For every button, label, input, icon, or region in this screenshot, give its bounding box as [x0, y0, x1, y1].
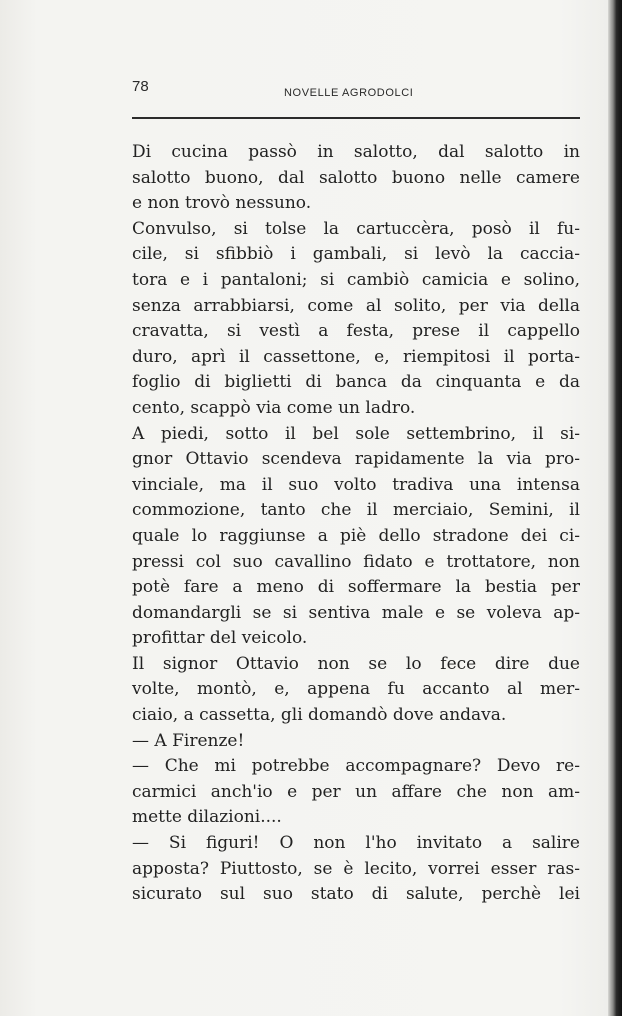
text-line: commozione, tanto che il merciaio, Semini, il [132, 500, 580, 521]
text-line: — Si figuri! O non l'ho invitato a salire [132, 833, 580, 854]
text-line: sicurato sul suo stato di salute, perchè lei [132, 884, 580, 905]
text-line: mette dilazioni.... [132, 807, 282, 828]
text-line: apposta? Piuttosto, se è lecito, vorrei esser ras- [132, 858, 580, 879]
text-line: volte, montò, e, appena fu accanto al mer- [132, 679, 580, 700]
text-line: domandargli se si sentiva male e se voleva ap- [132, 602, 580, 623]
text-line: profittar del veicolo. [132, 628, 308, 649]
text-line: duro, aprì il cassettone, e, riempitosi il porta- [132, 346, 580, 367]
text-line: Convulso, si tolse la cartuccèra, posò il fu- [132, 218, 580, 239]
text-line: gnor Ottavio scendeva rapidamente la via pro- [132, 449, 580, 470]
page-number: 78 [132, 78, 149, 95]
text-line: cile, si sfibbiò i gambali, si levò la caccia- [132, 244, 580, 265]
text-line: Il signor Ottavio non se lo fece dire due [132, 653, 580, 674]
header-rule [132, 117, 580, 119]
text-line: vinciale, ma il suo volto tradiva una intensa [132, 474, 580, 495]
body-text [132, 140, 580, 908]
text-line: salotto buono, dal salotto buono nelle camere [132, 167, 580, 188]
text-line: ciaio, a cassetta, gli domandò dove andava. [132, 705, 507, 726]
text-line: e non trovò nessuno. [132, 193, 312, 214]
binding-edge [608, 0, 622, 1016]
running-title: NOVELLE AGRODOLCI [284, 87, 414, 99]
text-line: potè fare a meno di soffermare la bestia per [132, 577, 580, 598]
text-line: cento, scappò via come un ladro. [132, 397, 416, 418]
text-line: quale lo raggiunse a piè dello stradone dei ci- [132, 525, 580, 546]
page-header [132, 78, 580, 100]
text-line: senza arrabbiarsi, come al solito, per via della [132, 295, 580, 316]
text-line: tora e i pantaloni; si cambiò camicia e solino, [132, 269, 580, 290]
text-line: carmici anch'io e per un affare che non am- [132, 781, 580, 802]
text-line: cravatta, si vestì a festa, prese il cappello [132, 321, 580, 342]
text-line: pressi col suo cavallino fidato e trottatore, non [132, 551, 580, 572]
text-line: A piedi, sotto il bel sole settembrino, il si- [132, 423, 580, 444]
text-line: — Che mi potrebbe accompagnare? Devo re- [132, 756, 580, 777]
text-line: foglio di biglietti di banca da cinquanta e da [132, 372, 580, 393]
text-line: — A Firenze! [132, 730, 245, 751]
text-line: Di cucina passò in salotto, dal salotto in [132, 142, 580, 162]
